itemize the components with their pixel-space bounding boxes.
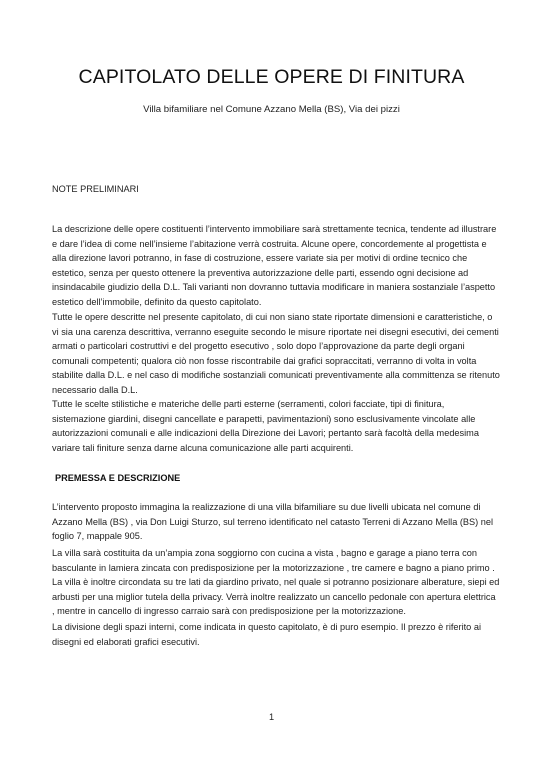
notes-heading: NOTE PRELIMINARI xyxy=(52,184,139,194)
paragraph-interior: La divisione degli spazi interni, come indicata in questo capitolato, è di puro esempio. Il prezzo è riferito ai disegni ed elaborati grafici esecutivi. xyxy=(52,622,481,647)
document-title: CAPITOLATO DELLE OPERE DI FINITURA xyxy=(78,66,465,88)
section-heading: PREMESSA E DESCRIZIONE xyxy=(55,473,181,483)
paragraph-styles: Tutte le scelte stilistiche e materiche delle parti esterne (serramenti, colori facciate, tipi di finitura, sistemazione giardini, disegni cancellate e parapetti, pavimentazioni) sono esclusivamente vincolate alle autorizzazioni comunali e alle indicazioni della Direzione dei Lavori; pertanto sarà facoltà della medesima variare tali finiture senza darne alcuna comunicazione alle parti acquirenti. xyxy=(52,399,479,453)
paragraph-intervention: L’intervento proposto immagina la realizzazione di una villa bifamiliare su due livelli ubicata nel comune di Azzano Mella (BS) , via Don Luigi Sturzo, sul terreno identificato nel catasto Terreni di Azzano Mella (BS) nel foglio 7, mappale 905. xyxy=(52,502,494,542)
paragraph-villa: La villa sarà costituita da un’ampia zona soggiorno con cucina a vista , bagno e garage a piano terra con basculante in lamiera zincata con predisposizione per la motorizzazione , tre camere e bagno a piano primo . La villa è inoltre circondata su tre lati da giardino privato, nel quale si potranno posizionare alberature, siepi ed arbusti per una miglior tutela della privacy. Verrà inoltre realizzato un cancello pedonale con apertura elettrica , mentre in cancello di ingresso carraio sarà con predisposizione per la motorizzazione. xyxy=(52,548,500,617)
paragraph-intro: La descrizione delle opere costituenti l’intervento immobiliare sarà strettamente tecnica, tendente ad illustrare e dare l’idea di come nell’insieme l’abitazione verrà costruita. Alcune opere, concordemente al progettista e alla direzione lavori potranno, in fase di costruzione, essere variate sia per motivi di ordine tecnico che estetico, senza per questo ottenere la preventiva autorizzazione delle parti, essendo ogni decisione ad insindacabile giudizio della D.L. Tali varianti non dovranno tuttavia modificare in maniera sostanziale l’aspetto estetico dell’immobile, definito da questo capitolato. xyxy=(52,224,497,307)
page-number: 1 xyxy=(268,712,275,722)
document-subtitle: Villa bifamiliare nel Comune Azzano Mella (BS), Via dei pizzi xyxy=(143,104,400,115)
paragraph-works: Tutte le opere descritte nel presente capitolato, di cui non siano state riportate dimensioni e caratteristiche, o vi sia una carenza descrittiva, verranno eseguite secondo le misure riportate nei disegni esecutivi, dei cementi armati o particolari costruttivi e del progetto esecutivo , solo dopo l’approvazione da parte degli organi comunali competenti; qualora ciò non fosse riscontrabile dai grafici sopraccitati, verranno di volta in volta stabilite dalla D.L. e nel caso di modifiche sostanziali comunicati preventivamente alla committenza se ritenuto necessario dalla D.L. xyxy=(52,312,500,395)
